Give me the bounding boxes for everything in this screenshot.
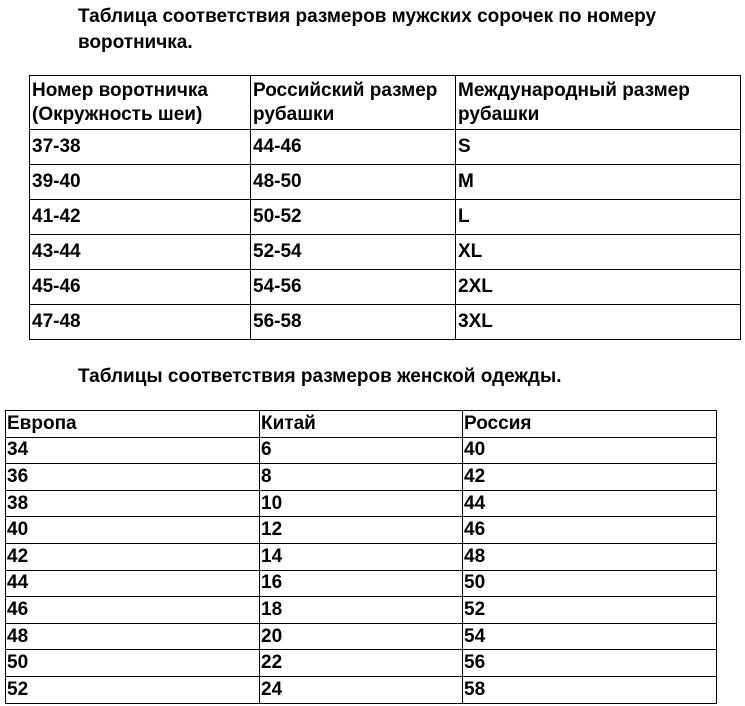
table-row <box>30 130 741 165</box>
table-cell: S <box>456 130 741 165</box>
table-cell: 10 <box>260 490 463 517</box>
table-row <box>6 517 717 544</box>
table-cell: 52 <box>463 597 717 624</box>
table-cell: 46 <box>463 517 717 544</box>
column-header: Европа <box>6 411 260 438</box>
women-table-title: Таблицы соответствия размеров женской одежды. <box>78 366 562 387</box>
table-cell: 47-48 <box>30 305 251 340</box>
table-header-row <box>30 76 741 130</box>
table-row <box>30 200 741 235</box>
table-cell: 46 <box>6 597 260 624</box>
table-row <box>6 437 717 464</box>
men-table-title: Таблица соответствия размеров мужских сорочек по номеру воротничка. <box>78 6 657 53</box>
women-size-table <box>5 410 717 704</box>
table-cell: M <box>456 165 741 200</box>
table-cell: 43-44 <box>30 235 251 270</box>
table-cell: 54-56 <box>251 270 456 305</box>
table-row <box>6 676 717 703</box>
table-row <box>6 570 717 597</box>
table-cell: 6 <box>260 437 463 464</box>
table-cell: 56 <box>463 650 717 677</box>
table-cell: 48-50 <box>251 165 456 200</box>
table-cell: 44 <box>6 570 260 597</box>
column-header: Россия <box>463 411 717 438</box>
table-cell: L <box>456 200 741 235</box>
table-cell: 36 <box>6 464 260 491</box>
table-cell: 18 <box>260 597 463 624</box>
column-header: Международный размер рубашки <box>456 76 741 130</box>
column-header: Российский размер рубашки <box>251 76 456 130</box>
table-cell: 48 <box>6 623 260 650</box>
table-cell: 2XL <box>456 270 741 305</box>
column-header: Номер воротничка (Окружность шеи) <box>30 76 251 130</box>
table-cell: 37-38 <box>30 130 251 165</box>
table-row <box>6 490 717 517</box>
table-cell: 52 <box>6 676 260 703</box>
table-row <box>30 270 741 305</box>
table-cell: 58 <box>463 676 717 703</box>
table-cell: 50 <box>463 570 717 597</box>
table-cell: 8 <box>260 464 463 491</box>
table-cell: 48 <box>463 543 717 570</box>
table-cell: 44 <box>463 490 717 517</box>
table-cell: 40 <box>463 437 717 464</box>
table-row <box>6 543 717 570</box>
table-cell: 44-46 <box>251 130 456 165</box>
table-cell: 12 <box>260 517 463 544</box>
table-header-row <box>6 411 717 438</box>
table-cell: 50-52 <box>251 200 456 235</box>
table-cell: 34 <box>6 437 260 464</box>
table-cell: 24 <box>260 676 463 703</box>
table-cell: 52-54 <box>251 235 456 270</box>
table-cell: 39-40 <box>30 165 251 200</box>
table-row <box>6 623 717 650</box>
table-row <box>6 650 717 677</box>
table-cell: 45-46 <box>30 270 251 305</box>
table-row <box>6 597 717 624</box>
table-cell: 40 <box>6 517 260 544</box>
table-cell: 42 <box>463 464 717 491</box>
table-cell: 50 <box>6 650 260 677</box>
column-header: Китай <box>260 411 463 438</box>
table-cell: 56-58 <box>251 305 456 340</box>
table-row <box>6 464 717 491</box>
table-cell: 41-42 <box>30 200 251 235</box>
table-row <box>30 235 741 270</box>
men-size-table <box>29 75 741 340</box>
table-cell: 22 <box>260 650 463 677</box>
table-cell: 54 <box>463 623 717 650</box>
table-cell: 42 <box>6 543 260 570</box>
table-cell: 38 <box>6 490 260 517</box>
table-cell: 16 <box>260 570 463 597</box>
table-cell: 20 <box>260 623 463 650</box>
table-cell: 14 <box>260 543 463 570</box>
table-row <box>30 305 741 340</box>
table-row <box>30 165 741 200</box>
table-cell: 3XL <box>456 305 741 340</box>
table-cell: XL <box>456 235 741 270</box>
